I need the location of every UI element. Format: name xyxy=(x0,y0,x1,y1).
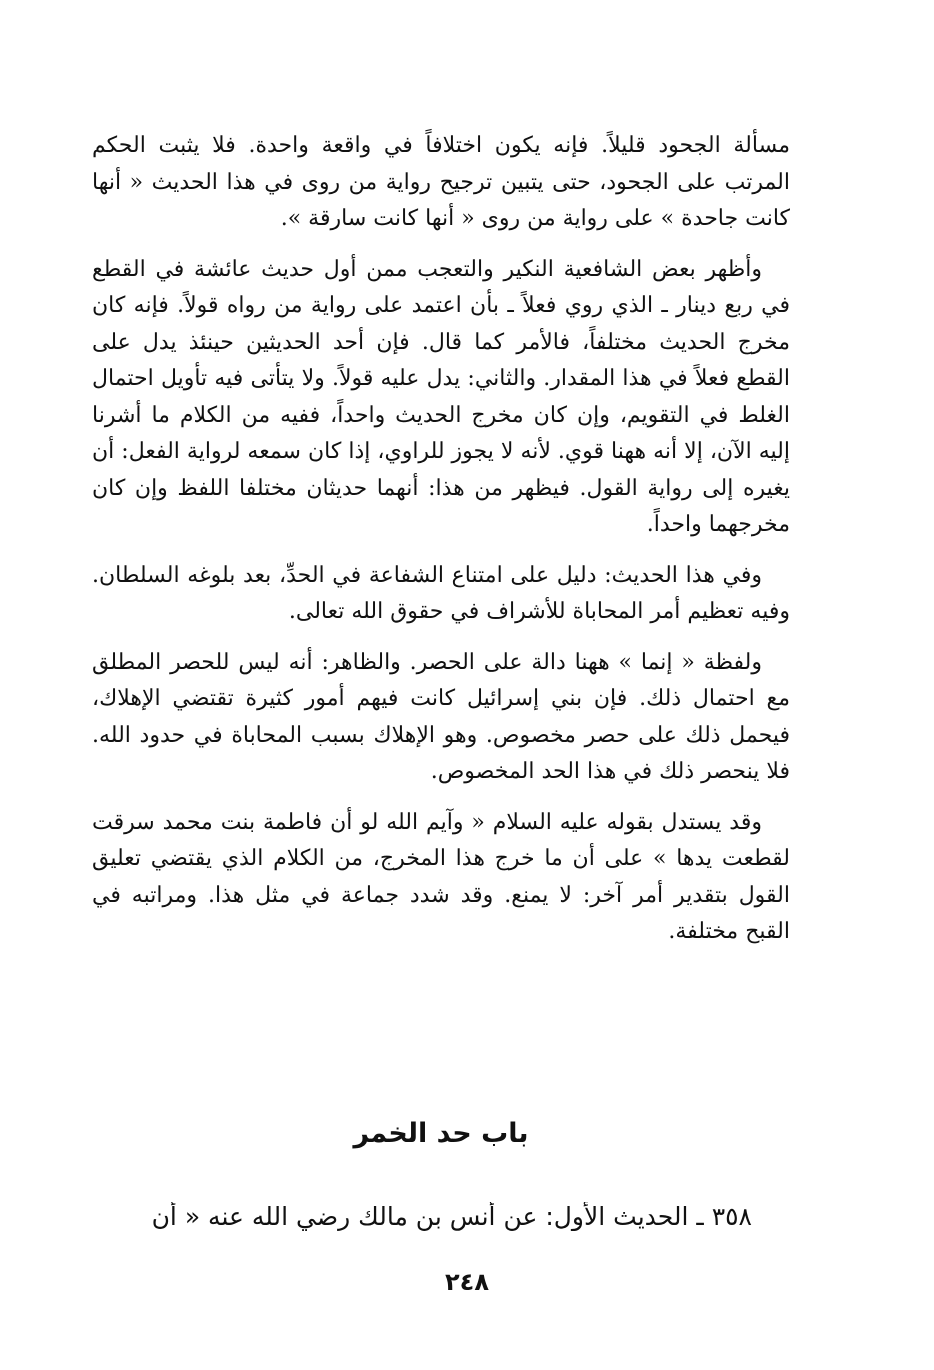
chapter-heading: باب حد الخمر xyxy=(353,1118,529,1149)
paragraph-2: وأظهر بعض الشافعية النكير والتعجب ممن أول حديث عائشة في القطع في ربع دينار ـ الذي روي فعلاً ـ بأن اعتمد على رواية من رواه قولاً. فإنه كان مخرج الحديث مختلفاً، فالأمر كما قال. فإن أحد الحديثين حينئذ يدل على القطع فعلاً في هذا المقدار. والثاني: يدل عليه قولاً. ولا يتأتى فيه تأويل احتمال الغلط في التقويم، وإن كان مخرج الحديث واحداً، ففيه من الكلام ما أشرنا إليه الآن، إلا أنه ههنا قوي. لأنه لا يجوز للراوي، إذا كان سمعه لرواية الفعل: أن يغيره إلى رواية القول. فيظهر من هذا: أنهما حديثان مختلفا اللفظ وإن كان مخرجهما واحداً. xyxy=(92,256,790,537)
hadith-start-line: ٣٥٨ ـ الحديث الأول: عن أنس بن مالك رضي الله عنه « أن xyxy=(151,1202,752,1231)
paragraph-1: مسألة الجحود قليلاً. فإنه يكون اختلافاً في واقعة واحدة. فلا يثبت الحكم المرتب على الجحود، حتى يتبين ترجيح رواية من روى في هذا الحديث « أنها كانت جاحدة » على رواية من روى « أنها كانت سارقة ». xyxy=(92,133,790,231)
body-text xyxy=(92,128,790,951)
paragraph-3: وفي هذا الحديث: دليل على امتناع الشفاعة في الحدِّ، بعد بلوغه السلطان. وفيه تعظيم أمر المحاباة للأشراف في حقوق الله تعالى. xyxy=(92,562,790,624)
page-number: ٢٤٨ xyxy=(445,1268,489,1296)
paragraph-5: وقد يستدل بقوله عليه السلام « وآيم الله لو أن فاطمة بنت محمد سرقت لقطعت يدها » على أن ما خرج هذا المخرج، من الكلام الذي يقتضي تعليق القول بتقدير أمر آخر: لا يمنع. وقد شدد جماعة في مثل هذا. ومراتبه في القبح مختلفة. xyxy=(92,809,790,944)
paragraph-4: ولفظة « إنما » ههنا دالة على الحصر. والظاهر: أنه ليس للحصر المطلق مع احتمال ذلك. فإن بني إسرائيل كانت فيهم أمور كثيرة تقتضي الإهلاك، فيحمل ذلك على حصر مخصوص. وهو الإهلاك بسبب المحاباة في حدود الله. فلا ينحصر ذلك في هذا الحد المخصوص. xyxy=(92,649,790,784)
